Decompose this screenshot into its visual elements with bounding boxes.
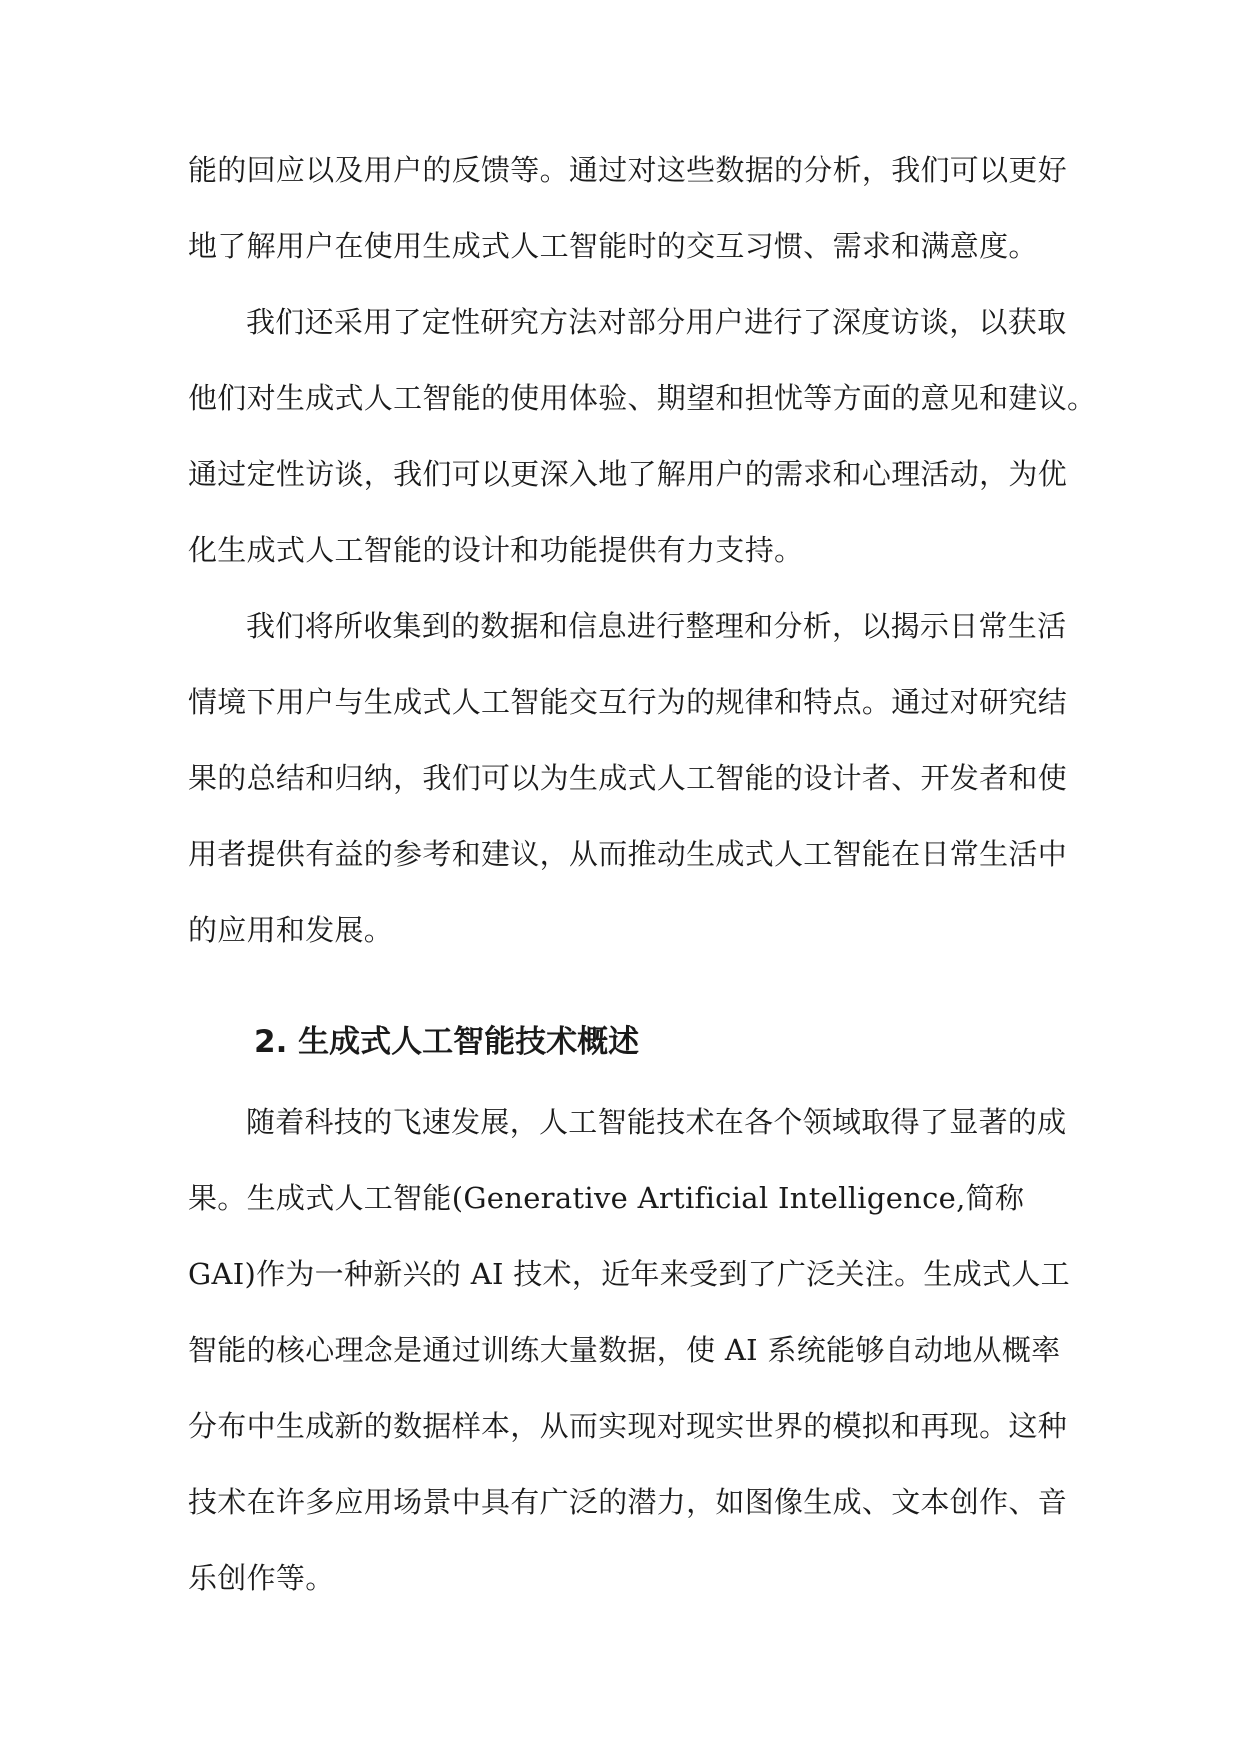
section-paragraph-line-2: 果。生成式人工智能(Generative Artificial Intelligence,简称 <box>188 1181 1025 1215</box>
paragraph-3-line-3: 果的总结和归纳，我们可以为生成式人工智能的设计者、开发者和使 <box>188 761 1068 795</box>
paragraph-3-line-4: 用者提供有益的参考和建议，从而推动生成式人工智能在日常生活中 <box>188 837 1068 871</box>
paragraph-3-line-2: 情境下用户与生成式人工智能交互行为的规律和特点。通过对研究结 <box>188 685 1068 719</box>
section-paragraph-line-6: 技术在许多应用场景中具有广泛的潜力，如图像生成、文本创作、音 <box>188 1485 1068 1519</box>
paragraph-2-line-3: 通过定性访谈，我们可以更深入地了解用户的需求和心理活动，为优 <box>188 457 1068 491</box>
paragraph-3-line-5: 的应用和发展。 <box>188 913 394 947</box>
paragraph-1-line-2: 地了解用户在使用生成式人工智能时的交互习惯、需求和满意度。 <box>188 229 1038 263</box>
section-paragraph-line-5: 分布中生成新的数据样本，从而实现对现实世界的模拟和再现。这种 <box>188 1409 1068 1443</box>
section-paragraph-line-4: 智能的核心理念是通过训练大量数据，使 AI 系统能够自动地从概率 <box>188 1333 1061 1367</box>
section-heading: 2. 生成式人工智能技术概述 <box>254 1024 640 1060</box>
paragraph-2-line-4: 化生成式人工智能的设计和功能提供有力支持。 <box>188 533 804 567</box>
section-paragraph-line-3: GAI)作为一种新兴的 AI 技术，近年来受到了广泛关注。生成式人工 <box>188 1257 1070 1291</box>
section-paragraph-line-1: 随着科技的飞速发展，人工智能技术在各个领域取得了显著的成 <box>246 1105 1067 1139</box>
section-paragraph-line-7: 乐创作等。 <box>188 1561 335 1595</box>
paragraph-2-line-1: 我们还采用了定性研究方法对部分用户进行了深度访谈，以获取 <box>246 305 1067 339</box>
paragraph-2-line-2: 他们对生成式人工智能的使用体验、期望和担忧等方面的意见和建议。 <box>188 381 1097 415</box>
paragraph-3-line-1: 我们将所收集到的数据和信息进行整理和分析，以揭示日常生活 <box>246 609 1067 643</box>
paragraph-1-line-1: 能的回应以及用户的反馈等。通过对这些数据的分析，我们可以更好 <box>188 153 1068 187</box>
